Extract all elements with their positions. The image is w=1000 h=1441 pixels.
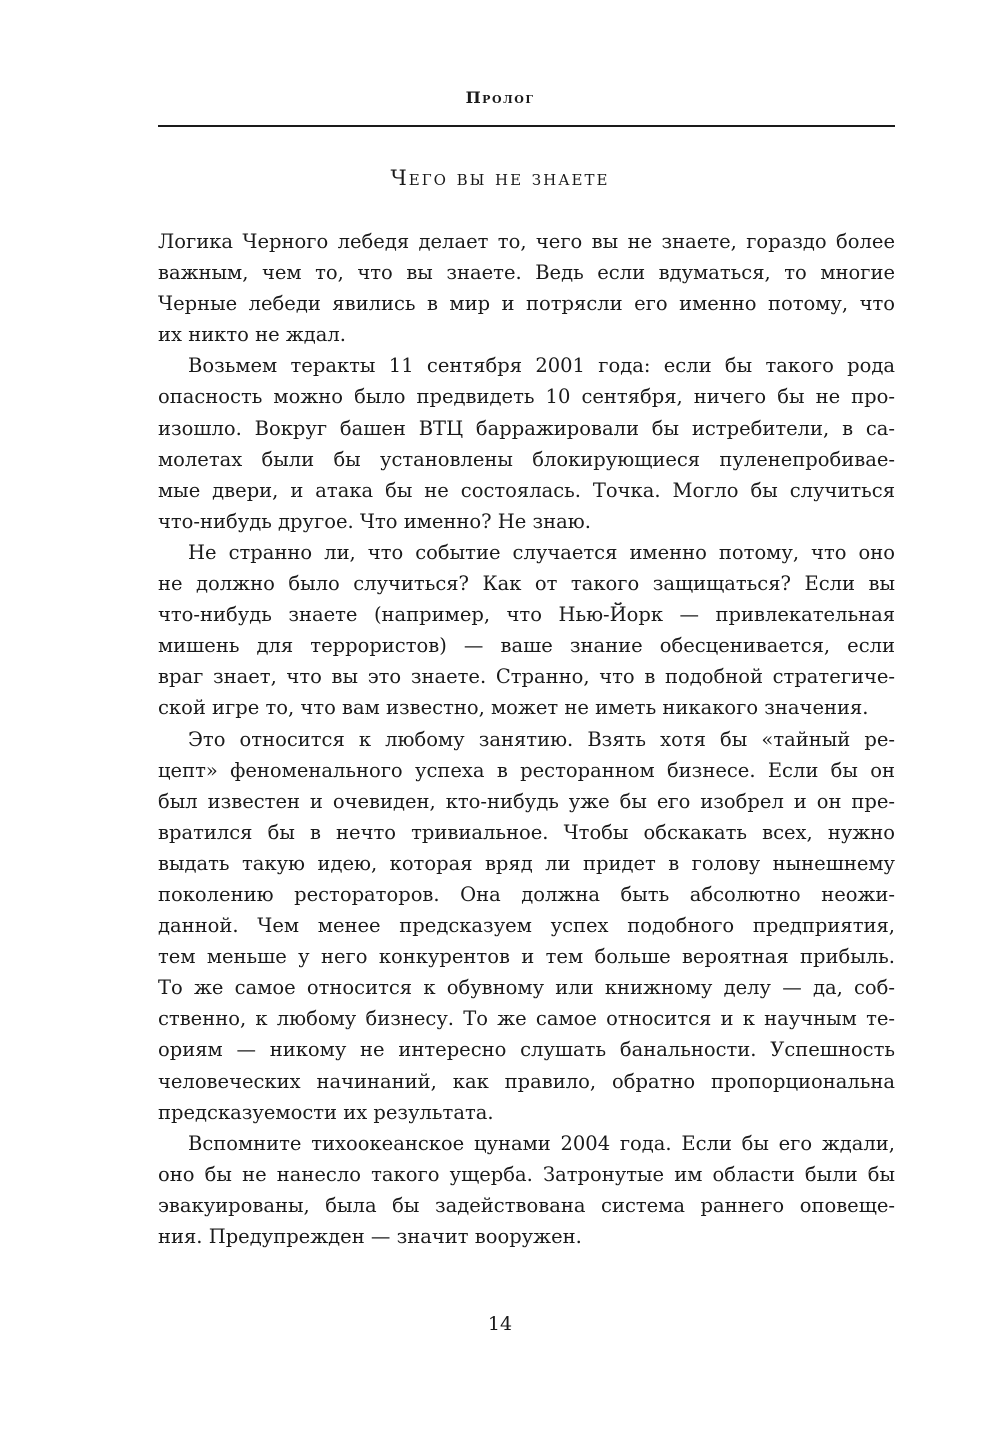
page-number: 14 xyxy=(487,1313,513,1335)
text-line: тем меньше у него конкурентов и тем больше вероятная прибыль. xyxy=(158,945,895,969)
text-line: мишень для террористов) — ваше знание обесценивается, если xyxy=(158,634,895,658)
text-line: поколению рестораторов. Она должна быть абсолютно неожи- xyxy=(158,882,895,906)
text-line: предсказуемости их результата. xyxy=(158,1100,494,1124)
text-line: Логика Черного лебедя делает то, чего вы не знаете, гораздо более xyxy=(158,230,895,253)
text-line: Не странно ли, что событие случается именно потому, что оно xyxy=(188,540,895,564)
text-line: был известен и очевиден, кто-нибудь уже бы его изобрел и он пре- xyxy=(158,789,895,813)
text-line: важным, чем то, что вы знаете. Ведь если вдуматься, то многие xyxy=(158,261,895,285)
text-line: Черные лебеди явились в мир и потрясли его именно потому, что xyxy=(158,292,895,316)
text-line: ориям — никому не интересно слушать банальности. Успешность xyxy=(158,1038,895,1062)
text-line: изошло. Вокруг башен ВТЦ барражировали бы истребители, в са- xyxy=(158,416,895,440)
text-line: не должно было случиться? Как от такого защищаться? Если вы xyxy=(158,572,895,596)
text-line: враг знает, что вы это знаете. Странно, что в подобной стратегиче- xyxy=(158,665,895,689)
chapter-title: Чего вы не знаете xyxy=(390,166,610,190)
running-head: Пролог xyxy=(465,88,535,107)
text-line: человеческих начинаний, как правило, обратно пропорциональна xyxy=(158,1069,895,1093)
text-line: их никто не ждал. xyxy=(158,323,346,347)
text-line: То же самое относится к обувному или книжному делу — да, соб- xyxy=(158,976,895,1000)
text-line: вратился бы в нечто тривиальное. Чтобы обскакать всех, нужно xyxy=(158,820,895,844)
text-line: ской игре то, что вам известно, может не иметь никакого значения. xyxy=(158,696,869,720)
body-text xyxy=(158,226,895,1252)
text-line: эвакуированы, была бы задействована система раннего оповеще- xyxy=(158,1193,895,1217)
text-line: ния. Предупрежден — значит вооружен. xyxy=(158,1225,582,1248)
text-line: молетах были бы установлены блокирующиеся пуленепробивае- xyxy=(158,447,895,471)
text-line: опасность можно было предвидеть 10 сентября, ничего бы не про- xyxy=(158,385,895,409)
text-line: данной. Чем менее предсказуем успех подобного предприятия, xyxy=(158,914,895,938)
text-line: Возьмем теракты 11 сентября 2001 года: если бы такого рода xyxy=(188,354,895,378)
text-line: цепт» феноменального успеха в ресторанном бизнесе. Если бы он xyxy=(158,758,895,782)
text-line: Вспомните тихоокеанское цунами 2004 года. Если бы его ждали, xyxy=(188,1131,895,1155)
text-line: Это относится к любому занятию. Взять хотя бы «тайный ре- xyxy=(188,727,895,751)
header-rule xyxy=(158,125,895,127)
text-line: что-нибудь знаете (например, что Нью-Йорк — привлекательная xyxy=(158,603,895,627)
text-line: что-нибудь другое. Что именно? Не знаю. xyxy=(158,509,591,533)
text-line: ственно, к любому бизнесу. То же самое относится и к научным те- xyxy=(158,1007,895,1031)
text-line: оно бы не нанесло такого ущерба. Затронутые им области были бы xyxy=(158,1162,895,1186)
text-line: мые двери, и атака бы не состоялась. Точка. Могло бы случиться xyxy=(158,478,895,502)
text-line: выдать такую идею, которая вряд ли придет в голову нынешнему xyxy=(158,851,895,875)
